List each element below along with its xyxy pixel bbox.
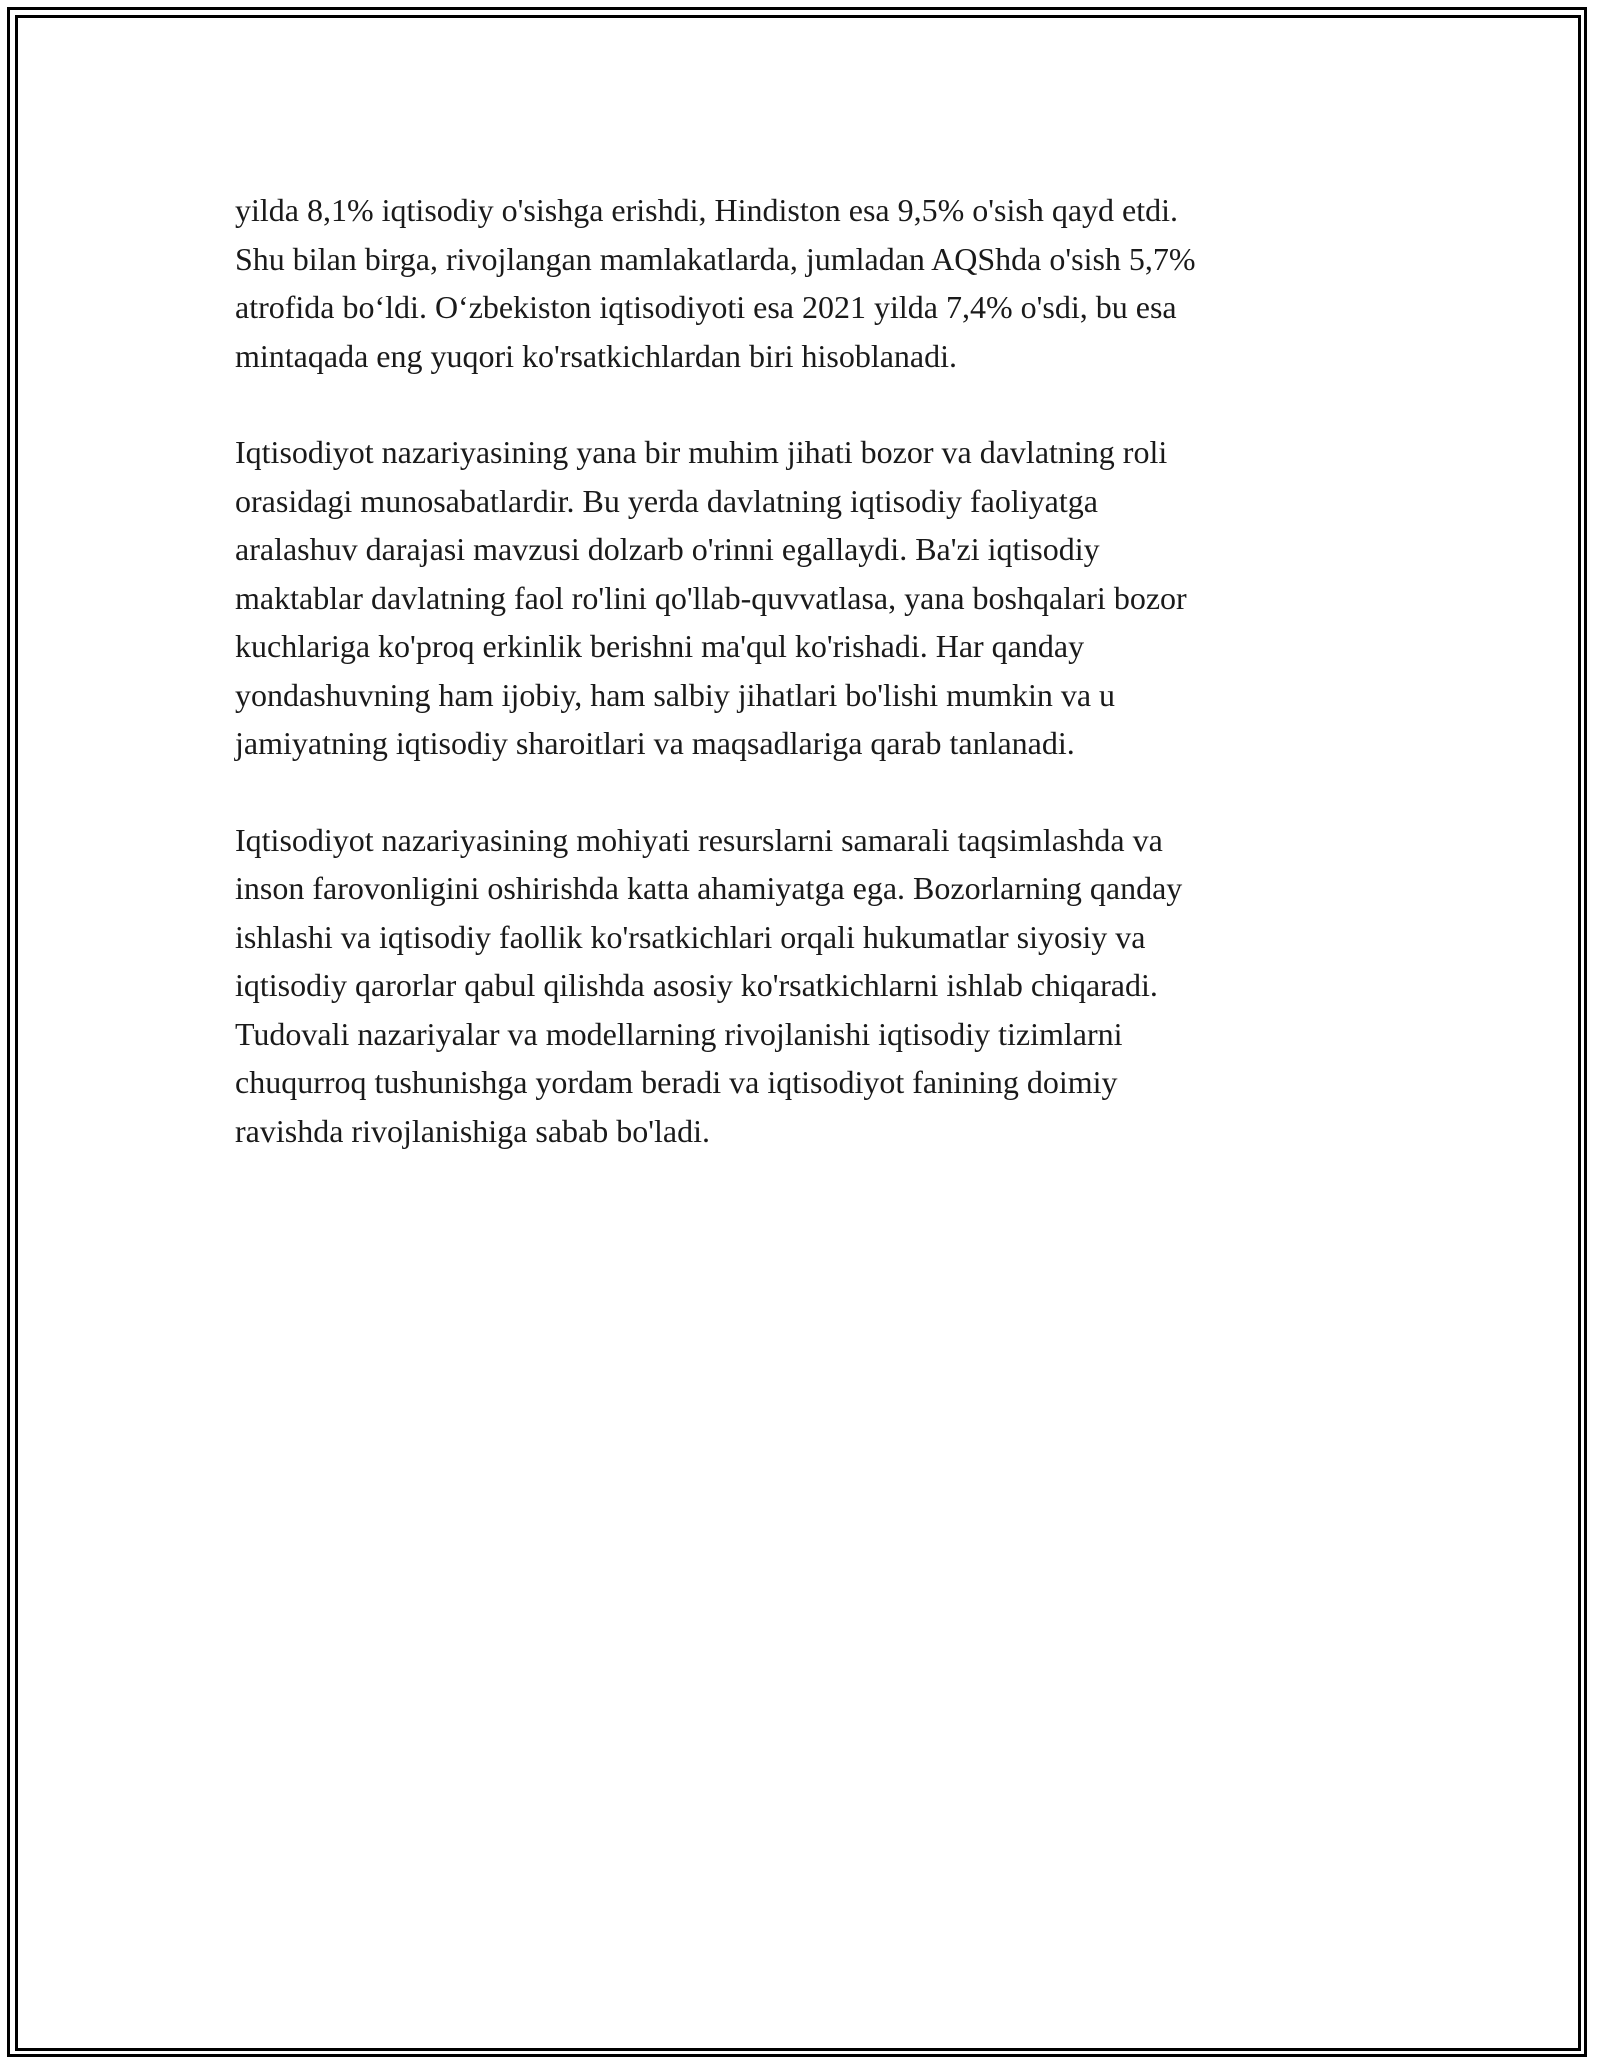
paragraph-line: kuchlariga ko'proq erkinlik berishni ma'qul ko'rishadi. Har qanday	[235, 628, 1085, 664]
paragraph-line: Tudovali nazariyalar va modellarning rivojlanishi iqtisodiy tizimlarni	[235, 1015, 1123, 1052]
paragraph-line: aralashuv darajasi mavzusi dolzarb o'rinni egallaydi. Ba'zi iqtisodiy	[235, 531, 1100, 567]
paragraph-2	[235, 428, 1365, 768]
paragraph-line: inson farovonligini oshirishda katta ahamiyatga ega. Bozorlarning qanday	[235, 870, 1183, 906]
paragraph-line: iqtisodiy qarorlar qabul qilishda asosiy ko'rsatkichlarni ishlab chiqaradi.	[235, 967, 1158, 1003]
paragraph-3	[235, 816, 1365, 1156]
paragraph-line: yilda 8,1% iqtisodiy o'sishga erishdi, Hindiston esa 9,5% o'sish qayd etdi.	[235, 192, 1179, 228]
paragraph-line: jamiyatning iqtisodiy sharoitlari va maqsadlariga qarab tanlanadi.	[235, 725, 1075, 761]
paragraph-line: Iqtisodiyot nazariyasining mohiyati resurslarni samarali taqsimlashda va	[235, 821, 1163, 858]
paragraph-line: orasidagi munosabatlardir. Bu yerda davlatning iqtisodiy faoliyatga	[235, 482, 1098, 519]
paragraph-line: Shu bilan birga, rivojlangan mamlakatlarda, jumladan AQShda o'sish 5,7%	[235, 240, 1196, 277]
paragraph-line: ravishda rivojlanishiga sabab bo'ladi.	[235, 1112, 710, 1149]
paragraph-line: mintaqada eng yuqori ko'rsatkichlardan biri hisoblanadi.	[235, 337, 958, 374]
paragraph-line: Iqtisodiyot nazariyasining yana bir muhim jihati bozor va davlatning roli	[235, 434, 1168, 470]
document-body	[235, 186, 1365, 1203]
paragraph-line: atrofida bo‘ldi. O‘zbekiston iqtisodiyoti esa 2021 yilda 7,4% o'sdi, bu esa	[235, 289, 1177, 325]
paragraph-line: maktablar davlatning faol ro'lini qo'llab-quvvatlasa, yana boshqalari bozor	[235, 579, 1187, 616]
paragraph-line: ishlashi va iqtisodiy faollik ko'rsatkichlari orqali hukumatlar siyosiy va	[235, 918, 1146, 955]
paragraph-line: yondashuvning ham ijobiy, ham salbiy jihatlari bo'lishi mumkin va u	[235, 676, 1116, 713]
paragraph-1	[235, 186, 1365, 380]
paragraph-line: chuqurroq tushunishga yordam beradi va iqtisodiyot fanining doimiy	[235, 1064, 1118, 1100]
